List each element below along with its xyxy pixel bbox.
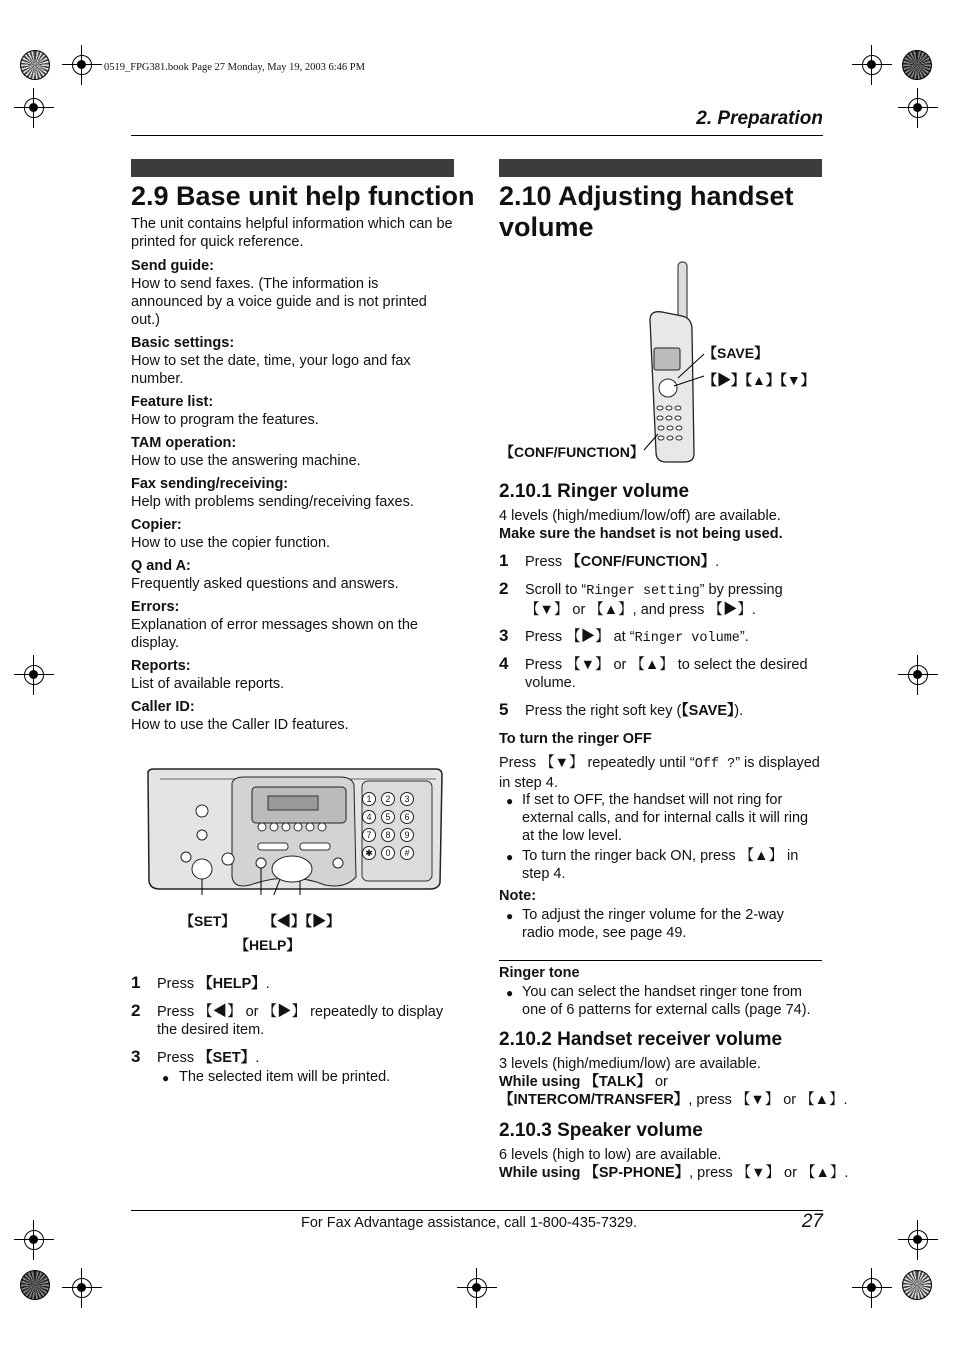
- body-text: 【INTERCOM/TRANSFER】, press 【▼】 or 【▲】.: [499, 1092, 848, 1108]
- keypad-key: ✱: [365, 848, 373, 858]
- item-term: Copier:: [131, 517, 182, 533]
- item-term: Q and A:: [131, 558, 191, 574]
- keypad-key: 7: [366, 830, 372, 840]
- color-target-mark: [20, 1270, 50, 1300]
- keypad-key: 1: [366, 794, 372, 804]
- step-text: Press 【CONF/FUNCTION】.: [525, 554, 720, 570]
- item-term: TAM operation:: [131, 435, 237, 451]
- step-text: Press 【◀】 or 【▶】 repeatedly to display the desired item.: [157, 1004, 444, 1038]
- footer-rule: [131, 1210, 823, 1211]
- title-line: 2.10 Adjusting handset: [499, 181, 794, 211]
- item-desc: List of available reports.: [131, 676, 285, 692]
- subheading: Ringer tone: [499, 965, 580, 981]
- bullet-icon: ●: [506, 986, 514, 1000]
- step-number: 2: [131, 1001, 141, 1020]
- item-desc: How to program the features.: [131, 412, 319, 428]
- base-unit-illustration: [140, 765, 450, 895]
- subsection-heading: 2.10.2 Handset receiver volume: [499, 1029, 783, 1050]
- body-text: 3 levels (high/medium/low) are available.: [499, 1056, 761, 1072]
- list-item: [131, 598, 451, 652]
- step-number: 5: [499, 700, 509, 719]
- item-term: Errors:: [131, 599, 180, 615]
- crop-mark: [62, 1268, 102, 1308]
- handset-illustration: [636, 258, 706, 463]
- section-title: 2.9 Base unit help function: [131, 181, 475, 211]
- bullet-icon: ●: [506, 850, 514, 864]
- bullet-text: You can select the handset ringer tone from one of 6 patterns for external calls (page 74).: [522, 984, 811, 1018]
- body-text: While using 【SP-PHONE】, press 【▼】 or 【▲】.: [499, 1165, 849, 1181]
- step-number: 3: [131, 1047, 141, 1066]
- keypad-key: 0: [385, 848, 391, 858]
- color-target-mark: [902, 50, 932, 80]
- crop-mark: [852, 45, 892, 85]
- list-item: [131, 475, 451, 511]
- item-desc: How to use the copier function.: [131, 535, 331, 551]
- title-line: volume: [499, 212, 594, 242]
- color-target-mark: [20, 50, 50, 80]
- body-text: 4 levels (high/medium/low/off) are available.: [499, 508, 781, 524]
- list-item: [131, 257, 451, 329]
- list-item: [131, 434, 451, 470]
- step-number: 1: [499, 551, 509, 570]
- file-header: 0519_FPG381.book Page 27 Monday, May 19, 2003 6:46 PM: [104, 62, 365, 73]
- body-text: Make sure the handset is not being used.: [499, 526, 783, 542]
- note-text: To adjust the ringer volume for the 2-way radio mode, see page 49.: [522, 907, 784, 941]
- step-text: Press 【HELP】.: [157, 976, 270, 992]
- keypad-key: #: [404, 848, 410, 858]
- keypad-key: 9: [404, 830, 410, 840]
- item-desc: Frequently asked questions and answers.: [131, 576, 399, 592]
- subsection-heading: 2.10.1 Ringer volume: [499, 481, 690, 502]
- help-item-list: [131, 257, 451, 739]
- item-desc: Help with problems sending/receiving faxes.: [131, 494, 414, 510]
- keypad-key: 8: [385, 830, 391, 840]
- crop-mark: [898, 1220, 938, 1260]
- item-desc: How to use the answering machine.: [131, 453, 361, 469]
- arrow-keys-label: 【◀】【▶】: [263, 913, 340, 929]
- body-text: 6 levels (high to low) are available.: [499, 1147, 722, 1163]
- bullet-icon: ●: [506, 794, 514, 808]
- list-item: [131, 516, 451, 552]
- note-label: Note:: [499, 888, 537, 904]
- list-item: [131, 557, 451, 593]
- keypad-key: 5: [385, 812, 391, 822]
- item-desc: How to use the Caller ID features.: [131, 717, 349, 733]
- subsection-heading: 2.10.3 Speaker volume: [499, 1120, 703, 1141]
- color-target-mark: [902, 1270, 932, 1300]
- crop-mark: [457, 1268, 497, 1308]
- item-desc: Explanation of error messages shown on the display.: [131, 617, 418, 651]
- step-number: 2: [499, 579, 509, 598]
- keypad-key: 2: [385, 794, 391, 804]
- help-key-label: 【HELP】: [235, 937, 301, 953]
- item-term: Reports:: [131, 658, 191, 674]
- footer-text: For Fax Advantage assistance, call 1-800-435-7329.: [301, 1215, 638, 1231]
- item-term: Fax sending/receiving:: [131, 476, 289, 492]
- section-bar: [131, 159, 454, 177]
- bullet-text: To turn the ringer back ON, press 【▲】 in step 4.: [522, 848, 799, 882]
- divider: [499, 960, 822, 961]
- running-header: 2. Preparation: [696, 108, 823, 129]
- item-term: Feature list:: [131, 394, 214, 410]
- keypad-key: 3: [404, 794, 410, 804]
- list-item: [131, 698, 451, 734]
- step-text: Press the right soft key (【SAVE】).: [525, 703, 744, 719]
- subheading: To turn the ringer OFF: [499, 731, 652, 747]
- bullet-text: The selected item will be printed.: [179, 1069, 391, 1085]
- keypad-key: 6: [404, 812, 410, 822]
- header-rule: [131, 135, 823, 136]
- body-text: While using 【TALK】 or: [499, 1074, 668, 1090]
- crop-mark: [14, 88, 54, 128]
- intro-text: The unit contains helpful information which can be printed for quick reference.: [131, 216, 453, 250]
- step-text: Press 【▼】 or 【▲】 to select the desired volume.: [525, 657, 808, 691]
- list-item: [131, 393, 451, 429]
- section-title: [499, 181, 794, 243]
- item-term: Basic settings:: [131, 335, 235, 351]
- crop-mark: [898, 88, 938, 128]
- conf-function-key-label: 【CONF/FUNCTION】: [500, 444, 644, 460]
- item-term: Caller ID:: [131, 699, 195, 715]
- crop-mark: [898, 655, 938, 695]
- crop-mark: [852, 1268, 892, 1308]
- list-item: [131, 334, 451, 388]
- section-bar: [499, 159, 822, 177]
- step-number: 4: [499, 654, 509, 673]
- list-item: [131, 657, 451, 693]
- keypad-key: 4: [366, 812, 372, 822]
- item-term: Send guide:: [131, 258, 214, 274]
- step-text: Scroll to “Ringer setting” by pressing 【▼】 or 【▲】, and press 【▶】.: [525, 582, 783, 618]
- step-text: Press 【SET】.: [157, 1050, 260, 1066]
- page-number: 27: [801, 1211, 823, 1232]
- save-key-label: 【SAVE】: [703, 345, 769, 361]
- set-key-label: 【SET】: [180, 913, 236, 929]
- step-number: 3: [499, 626, 509, 645]
- body-text: Press 【▼】 repeatedly until “Off ?” is displayed in step 4.: [499, 755, 820, 791]
- crop-mark: [62, 45, 102, 85]
- item-desc: How to set the date, time, your logo and fax number.: [131, 353, 411, 387]
- item-desc: How to send faxes. (The information is announced by a voice guide and is not printed out.): [131, 276, 427, 328]
- crop-mark: [14, 655, 54, 695]
- step-text: Press 【▶】 at “Ringer volume”.: [525, 629, 749, 646]
- step-number: 1: [131, 973, 141, 992]
- nav-keys-label: 【▶】【▲】【▼】: [703, 372, 815, 388]
- bullet-text: If set to OFF, the handset will not ring for external calls, and for internal calls it will ring at the low level.: [522, 792, 809, 844]
- bullet-icon: ●: [162, 1071, 170, 1085]
- bullet-icon: ●: [506, 909, 514, 923]
- crop-mark: [14, 1220, 54, 1260]
